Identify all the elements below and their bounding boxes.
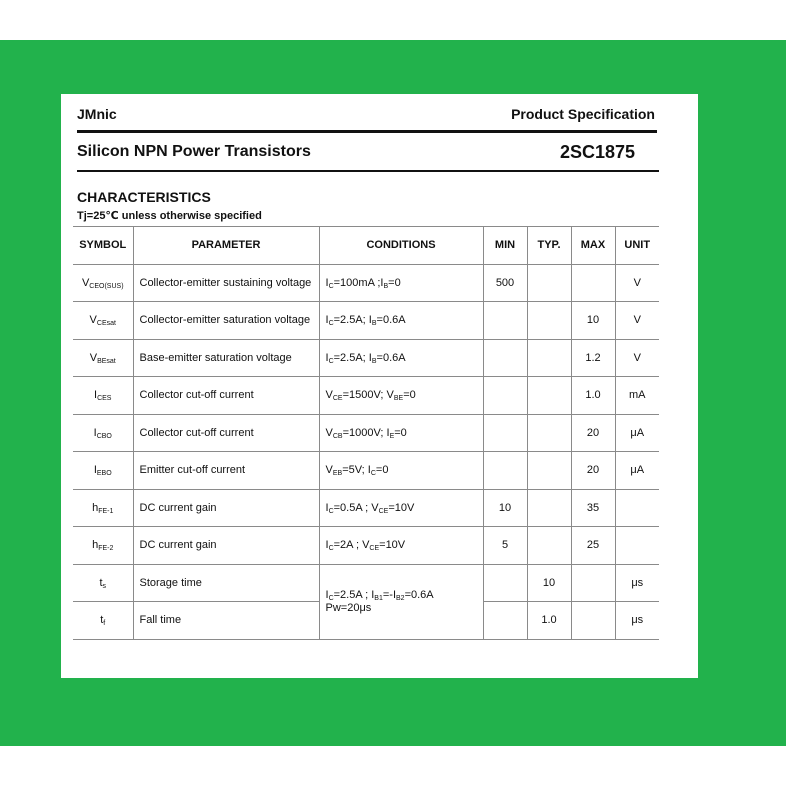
symbol-cell (73, 602, 133, 640)
symbol-subscript: s (102, 582, 107, 590)
max-cell: 20 (571, 414, 615, 452)
cond-text: I (325, 276, 329, 289)
symbol-main: t (99, 576, 103, 589)
parameter-cell: Collector-emitter sustaining voltage (133, 264, 319, 302)
symbol-main: V (81, 276, 90, 289)
header-symbol: SYMBOL (73, 227, 133, 265)
conditions-cell (319, 377, 483, 415)
cond-text: V (325, 389, 333, 402)
header-unit: UNIT (615, 227, 659, 265)
symbol-cell (73, 489, 133, 527)
parameter-cell: Collector cut-off current (133, 377, 319, 415)
unit-cell: μA (615, 414, 659, 452)
symbol-main: h (92, 539, 99, 552)
typ-cell (527, 489, 571, 527)
cond-text: =1000V; I (342, 426, 390, 439)
symbol-cell (73, 377, 133, 415)
table-row (73, 339, 659, 377)
min-cell: 10 (483, 489, 527, 527)
cond-subscript: CB (332, 432, 343, 440)
unit-cell: μs (615, 564, 659, 602)
typ-cell (527, 302, 571, 340)
cond-text: =5V; I (342, 464, 371, 477)
symbol-subscript: BEsat (97, 357, 116, 365)
typ-cell (527, 339, 571, 377)
cond-subscript: CE (378, 507, 389, 515)
parameter-cell: Storage time (133, 564, 319, 602)
typ-cell (527, 414, 571, 452)
typ-cell: 10 (527, 564, 571, 602)
unit-cell: V (615, 264, 659, 302)
parameter-cell: Emitter cut-off current (133, 452, 319, 490)
max-cell: 35 (571, 489, 615, 527)
max-cell: 1.0 (571, 377, 615, 415)
unit-cell: V (615, 339, 659, 377)
conditions-note: Tj=25℃ unless otherwise specified (77, 210, 262, 222)
company-name: JMnic (77, 106, 117, 122)
cond-text: I (325, 501, 329, 514)
symbol-subscript: CEsat (96, 320, 116, 328)
header-typ: TYP. (527, 227, 571, 265)
unit-cell: mA (615, 377, 659, 415)
parameter-cell: Base-emitter saturation voltage (133, 339, 319, 377)
cond-text: =0.6A (404, 588, 434, 601)
table-row (73, 489, 659, 527)
symbol-cell (73, 452, 133, 490)
table-header-row (73, 227, 659, 265)
symbol-cell (73, 527, 133, 565)
symbol-subscript: EBO (96, 470, 112, 478)
cond-subscript: BE (393, 395, 404, 403)
conditions-cell (319, 527, 483, 565)
max-cell (571, 564, 615, 602)
symbol-cell (73, 414, 133, 452)
title-rule (77, 170, 659, 172)
min-cell (483, 339, 527, 377)
typ-cell (527, 264, 571, 302)
cond-text: =0 (375, 464, 389, 477)
cond-text: V (325, 426, 333, 439)
cond-text: I (325, 314, 329, 327)
cond-text: =100mA ;I (333, 276, 384, 289)
header-rule (77, 130, 657, 133)
symbol-cell (73, 564, 133, 602)
unit-cell: V (615, 302, 659, 340)
min-cell (483, 302, 527, 340)
unit-cell (615, 489, 659, 527)
min-cell: 5 (483, 527, 527, 565)
table-row (73, 452, 659, 490)
max-cell: 10 (571, 302, 615, 340)
switching-cond-line1 (326, 589, 477, 602)
symbol-cell (73, 339, 133, 377)
symbol-subscript: CBO (96, 432, 112, 440)
symbol-cell (73, 302, 133, 340)
cond-text: I (325, 588, 329, 601)
symbol-main: I (93, 464, 97, 477)
header-max: MAX (571, 227, 615, 265)
cond-text: =2.5A ; I (333, 588, 375, 601)
cond-subscript: EB (332, 470, 343, 478)
cond-subscript: C (328, 545, 334, 553)
table-row (73, 564, 659, 602)
cond-subscript: B2 (396, 594, 405, 602)
section-title: CHARACTERISTICS (77, 189, 211, 205)
max-cell: 25 (571, 527, 615, 565)
cond-text: =2A ; V (333, 539, 370, 552)
max-cell (571, 602, 615, 640)
symbol-main: t (100, 614, 104, 627)
cond-text: =10V (388, 501, 415, 514)
cond-text: I (325, 539, 329, 552)
spec-label: Product Specification (511, 106, 655, 122)
symbol-subscript: f (103, 620, 106, 628)
product-title: Silicon NPN Power Transistors (77, 143, 311, 160)
symbol-main: h (92, 501, 99, 514)
cond-text: I (325, 351, 329, 364)
conditions-cell (319, 489, 483, 527)
min-cell (483, 602, 527, 640)
conditions-cell (319, 452, 483, 490)
cond-text: =0.6A (376, 351, 406, 364)
cond-text: =10V (379, 539, 406, 552)
datasheet-page (61, 94, 698, 678)
table-row (73, 414, 659, 452)
cond-text: V (325, 464, 333, 477)
cond-text: =1500V; V (342, 389, 394, 402)
conditions-cell (319, 414, 483, 452)
unit-cell (615, 527, 659, 565)
max-cell (571, 264, 615, 302)
unit-cell: μA (615, 452, 659, 490)
table-row (73, 377, 659, 415)
conditions-cell (319, 264, 483, 302)
typ-cell (527, 377, 571, 415)
min-cell: 500 (483, 264, 527, 302)
cond-text: =-I (382, 588, 397, 601)
min-cell (483, 377, 527, 415)
table-row (73, 264, 659, 302)
cond-subscript: C (328, 282, 334, 290)
header-min: MIN (483, 227, 527, 265)
cond-subscript: C (328, 357, 334, 365)
symbol-cell (73, 264, 133, 302)
cond-subscript: B1 (374, 594, 383, 602)
typ-cell: 1.0 (527, 602, 571, 640)
switching-cond-line2: Pw=20μs (325, 601, 372, 614)
header-conditions: CONDITIONS (319, 227, 483, 265)
cond-subscript: CE (369, 545, 380, 553)
cond-subscript: C (328, 320, 334, 328)
min-cell (483, 564, 527, 602)
cond-text: =0 (403, 389, 416, 402)
cond-subscript: CE (332, 395, 343, 403)
parameter-cell: Collector cut-off current (133, 414, 319, 452)
symbol-subscript: FE-2 (98, 545, 114, 553)
max-cell: 1.2 (571, 339, 615, 377)
table-row (73, 302, 659, 340)
unit-cell: μs (615, 602, 659, 640)
cond-text: =0.6A (376, 314, 406, 327)
symbol-main: V (89, 314, 97, 327)
cond-subscript: C (328, 507, 334, 515)
parameter-cell: DC current gain (133, 527, 319, 565)
typ-cell (527, 452, 571, 490)
typ-cell (527, 527, 571, 565)
cond-subscript: B (371, 357, 377, 365)
cond-text: =2.5A; I (333, 314, 372, 327)
parameter-cell: Collector-emitter saturation voltage (133, 302, 319, 340)
symbol-main: V (89, 351, 98, 364)
symbol-main: I (93, 426, 97, 439)
cond-text: =0.5A ; V (333, 501, 379, 514)
header-parameter: PARAMETER (133, 227, 319, 265)
cond-text: =2.5A; I (333, 351, 372, 364)
cond-subscript: B (371, 320, 377, 328)
part-number: 2SC1875 (560, 142, 636, 162)
min-cell (483, 414, 527, 452)
conditions-cell (319, 339, 483, 377)
parameter-cell: DC current gain (133, 489, 319, 527)
cond-subscript: C (370, 470, 376, 478)
cond-text: =0 (394, 426, 407, 439)
characteristics-table (73, 226, 659, 640)
conditions-cell (319, 302, 483, 340)
max-cell: 20 (571, 452, 615, 490)
symbol-subscript: CES (97, 395, 112, 403)
cond-text: =0 (388, 276, 401, 289)
min-cell (483, 452, 527, 490)
cond-subscript: B (383, 282, 389, 290)
cond-subscript: E (389, 432, 395, 440)
symbol-subscript: CEO(SUS) (89, 282, 124, 290)
table-row (73, 527, 659, 565)
switching-conditions-cell (319, 564, 483, 639)
symbol-main: I (94, 389, 98, 402)
cond-subscript: C (328, 594, 334, 602)
symbol-subscript: FE-1 (98, 507, 114, 515)
parameter-cell: Fall time (133, 602, 319, 640)
